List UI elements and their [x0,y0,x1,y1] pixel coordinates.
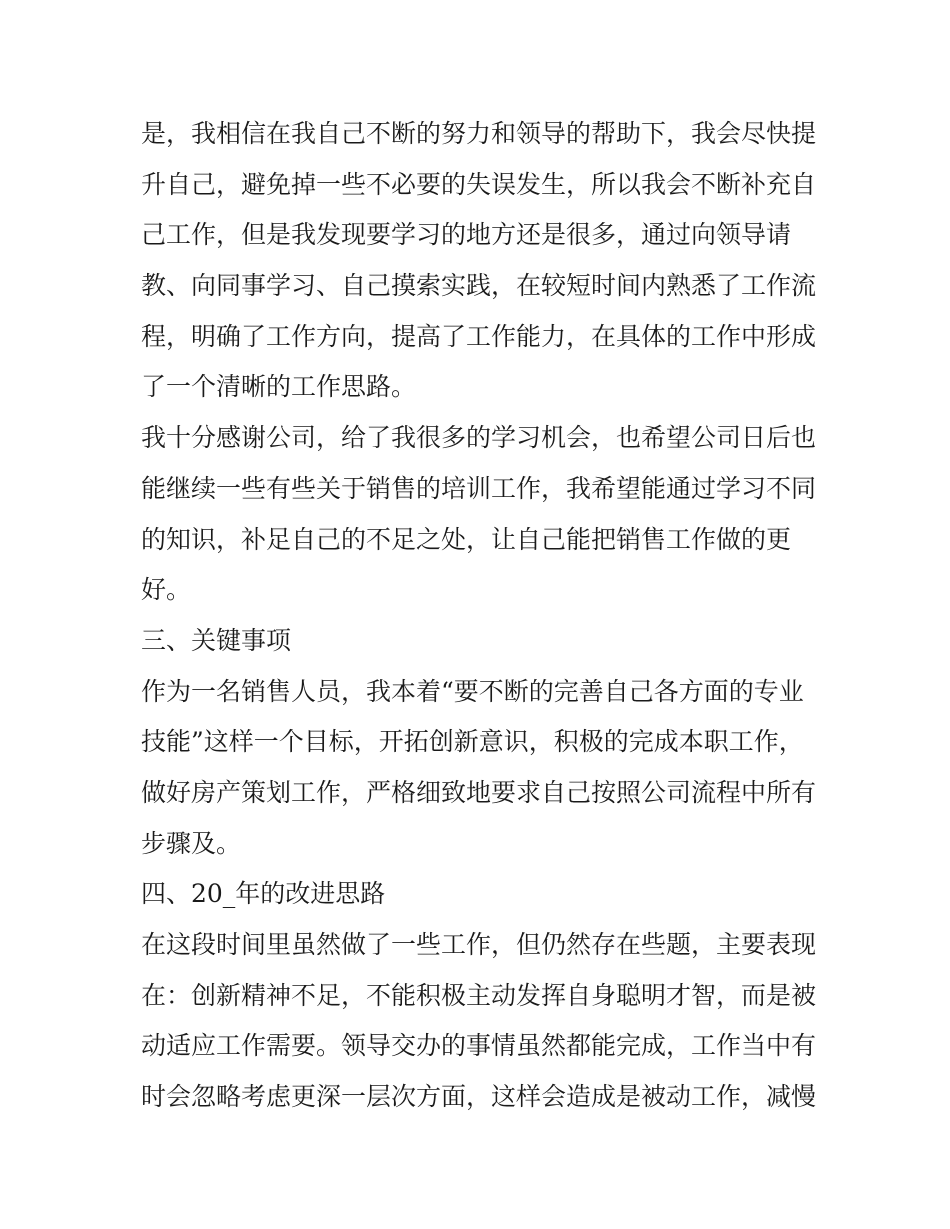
text-line: 了一个清晰的工作思路。 [141,372,417,402]
text-line: 动适应工作需要。领导交办的事情虽然都能完成，工作当中有 [141,1031,817,1061]
text-line: 技能”这样一个目标，开拓创新意识，积极的完成本职工作， [141,727,804,757]
text-line: 时会忽略考虑更深一层次方面，这样会造成是被动工作，减慢 [141,1082,817,1112]
text-line: 作为一名销售人员，我本着“要不断的完善自己各方面的专业 [141,676,804,706]
text-line: 步骤及。 [141,828,242,858]
text-line: 做好房产策划工作，严格细致地要求自己按照公司流程中所有 [141,777,817,807]
text-line: 教、向同事学习、自己摸索实践，在较短时间内熟悉了工作流 [141,271,817,301]
text-line: 的知识，补足自己的不足之处，让自己能把销售工作做的更 [141,524,792,554]
text-line: 我十分感谢公司，给了我很多的学习机会，也希望公司日后也 [141,423,817,453]
section-heading: 三、关键事项 [141,625,292,655]
text-line: 在这段时间里虽然做了一些工作，但仍然存在些题，主要表现 [141,930,817,959]
body-text [141,109,821,1123]
text-line: 是，我相信在我自己不断的努力和领导的帮助下，我会尽快提 [141,119,817,148]
text-line: 程，明确了工作方向，提高了工作能力，在具体的工作中形成 [141,321,817,351]
text-line: 在：创新精神不足，不能积极主动发挥自身聪明才智，而是被 [141,980,817,1010]
section-heading: 四、20_年的改进思路 [141,879,386,909]
text-line: 己工作，但是我发现要学习的地方还是很多，通过向领导请 [141,220,792,250]
text-line: 能继续一些有些关于销售的培训工作，我希望能通过学习不同 [141,473,817,503]
text-line: 好。 [141,575,192,605]
text-line: 升自己，避免掉一些不必要的失误发生，所以我会不断补充自 [141,169,817,199]
